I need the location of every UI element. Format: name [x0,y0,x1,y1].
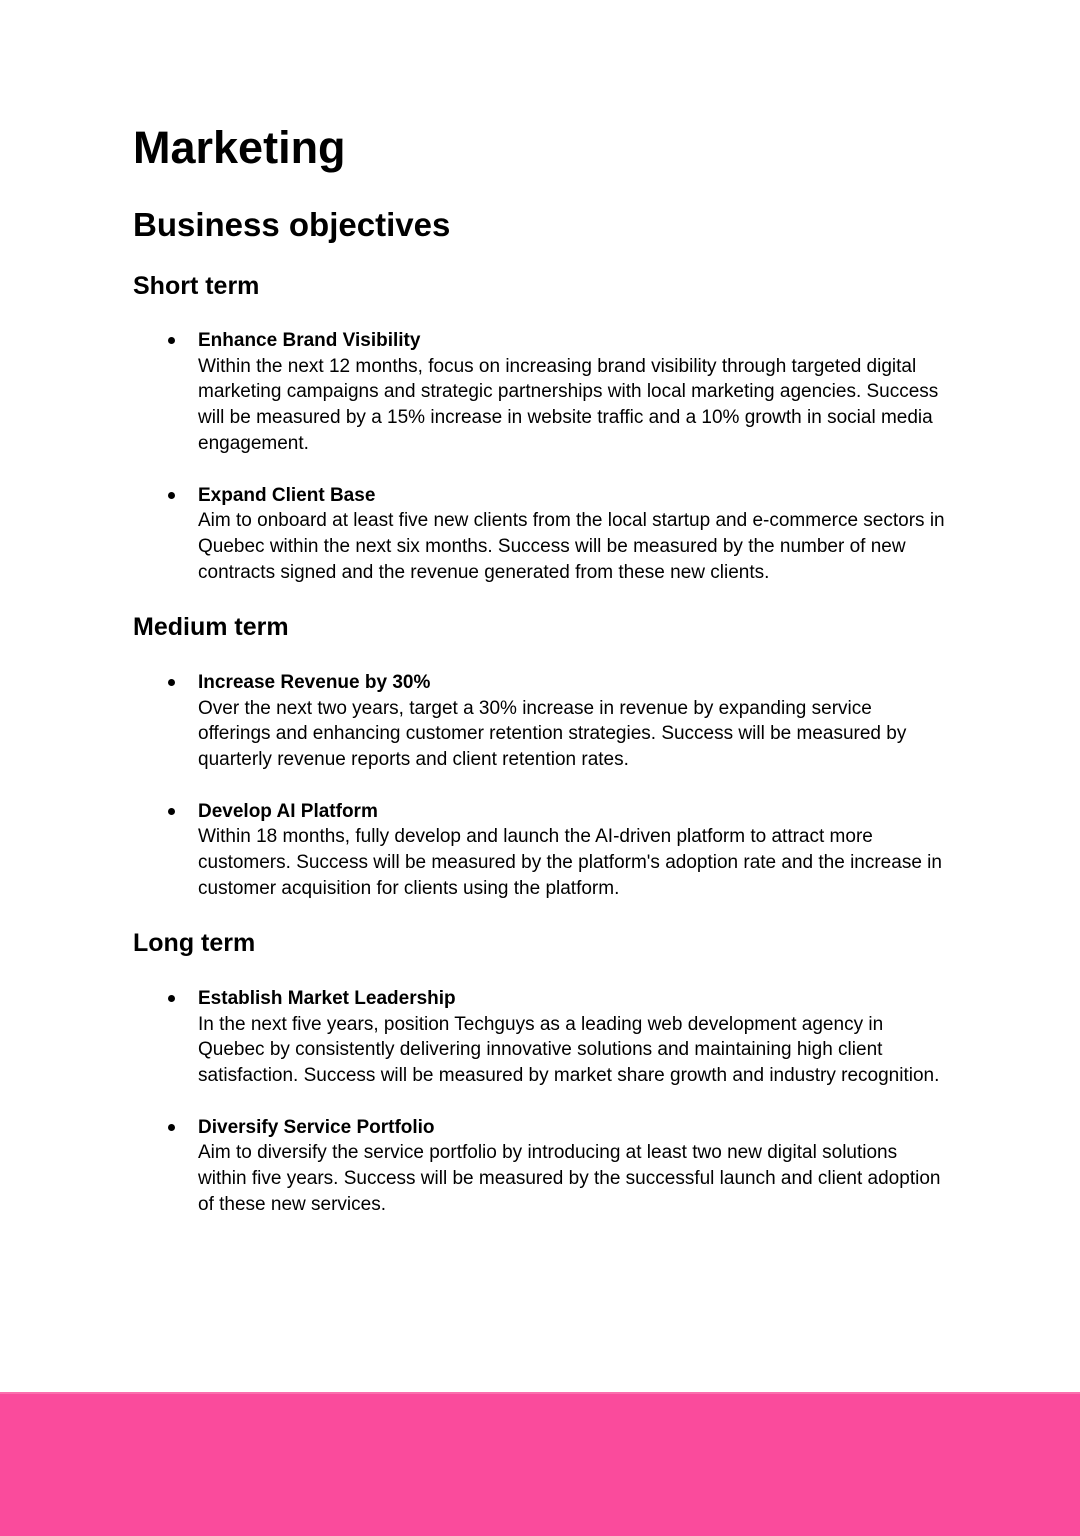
objective-title: Develop AI Platform [198,800,378,822]
bullet-icon [168,679,175,686]
objective-title: Diversify Service Portfolio [198,1116,435,1138]
list-item [133,1115,946,1218]
list-item [133,670,946,773]
long-term-list [133,986,950,1218]
objective-body: Within 18 months, fully develop and launch the AI-driven platform to attract more customers. Success will be measured by the platform's adoption rate and the increase in customer acquisition for clients using the platform. [198,826,942,899]
objective-title: Establish Market Leadership [198,987,456,1009]
bullet-icon [168,1124,175,1131]
subheading-short-term: Short term [133,271,260,300]
list-item [133,483,946,586]
footer-accent-bar [0,1392,1080,1536]
objective-body: In the next five years, position Techguys as a leading web development agency in Quebec by consistently delivering innovative solutions and maintaining high client satisfaction. Success will be measured by market share growth and industry recognition. [198,1013,940,1087]
objective-title: Expand Client Base [198,484,376,506]
objective-body: Aim to onboard at least five new clients from the local startup and e-commerce sectors in Quebec within the next six months. Success will be measured by the number of new contracts signed and the revenue generated from these new clients. [198,510,945,583]
bullet-icon [168,492,175,499]
objective-body: Within the next 12 months, focus on increasing brand visibility through targeted digital marketing campaigns and strategic partnerships with local marketing agencies. Success will be measured by a 15% increase in website traffic and a 10% growth in social media engagement. [198,355,939,454]
objective-body: Over the next two years, target a 30% increase in revenue by expanding service offerings and enhancing customer retention strategies. Success will be measured by quarterly revenue reports and client retention rates. [198,697,907,770]
bullet-icon [168,808,175,815]
list-item [133,328,946,457]
section-heading-business-objectives: Business objectives [133,206,451,244]
bullet-icon [168,337,175,344]
list-item [133,986,946,1089]
objective-body: Aim to diversify the service portfolio by introducing at least two new digital solutions within five years. Success will be measured by the successful launch and client adoption of these new services. [198,1142,941,1215]
page-title: Marketing [133,122,346,173]
subheading-medium-term: Medium term [133,613,289,642]
subheading-long-term: Long term [133,929,256,958]
list-item [133,799,946,902]
short-term-list [133,328,950,585]
objective-title: Increase Revenue by 30% [198,671,431,693]
bullet-icon [168,995,175,1002]
medium-term-list [133,670,950,902]
objective-title: Enhance Brand Visibility [198,330,421,351]
